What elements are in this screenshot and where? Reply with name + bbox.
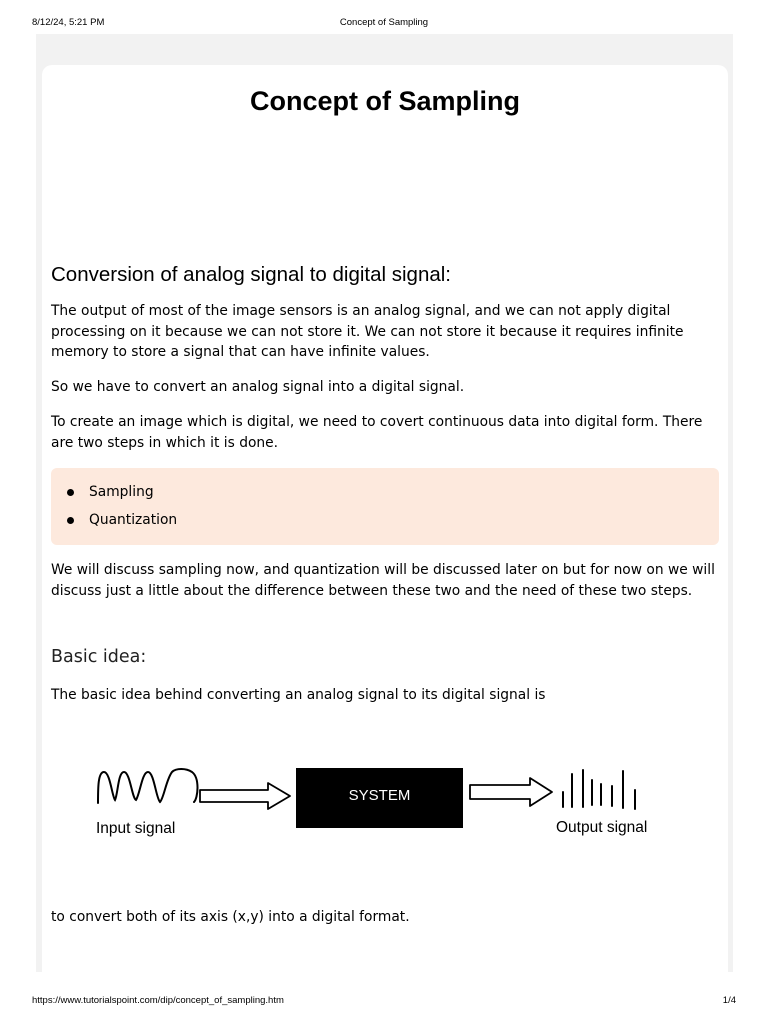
page-url: https://www.tutorialspoint.com/dip/concept_of_sampling.htm xyxy=(32,995,284,1006)
arrow-right-icon xyxy=(470,778,552,806)
bullet-icon xyxy=(67,489,74,496)
sampled-signal-icon xyxy=(563,770,635,809)
sampling-diagram xyxy=(90,758,680,848)
list-item-label: Quantization xyxy=(89,512,178,528)
list-item-label: Sampling xyxy=(89,484,154,500)
arrow-right-icon xyxy=(200,783,290,809)
print-date: 8/12/24, 5:21 PM xyxy=(32,17,105,28)
paragraph-closing: to convert both of its axis (x,y) into a digital format. xyxy=(51,909,410,925)
subheading-basic-idea: Basic idea: xyxy=(51,647,147,667)
paragraph-convert: So we have to convert an analog signal into a digital signal. xyxy=(51,379,465,395)
page-title: Concept of Sampling xyxy=(250,86,520,116)
bullet-icon xyxy=(67,517,74,524)
page-number: 1/4 xyxy=(722,995,736,1006)
input-signal-label: Input signal xyxy=(96,820,176,837)
analog-wave-icon xyxy=(98,769,198,803)
paragraph-two-steps: To create an image which is digital, we need to covert continuous data into digital form. There are two steps in which it is done. xyxy=(51,414,703,451)
paragraph-discussion: We will discuss sampling now, and quantization will be discussed later on but for now on we will discuss just a little about the difference between these two and the need of these two steps. xyxy=(51,562,715,599)
paragraph-basic-idea: The basic idea behind converting an analog signal to its digital signal is xyxy=(51,687,546,703)
list-item-quantization xyxy=(89,512,177,528)
steps-list-box xyxy=(51,468,719,545)
paragraph-analog-output: The output of most of the image sensors is an analog signal, and we can not apply digital processing on it because we can not store it. We can not store it because it requires infinite memory to store a signal that can have infinite values. xyxy=(51,303,684,360)
list-item-sampling xyxy=(89,484,154,500)
output-signal-label: Output signal xyxy=(556,819,648,836)
system-box: SYSTEM xyxy=(296,768,463,828)
print-header xyxy=(0,17,768,31)
print-title: Concept of Sampling xyxy=(339,17,429,28)
print-footer xyxy=(0,995,768,1009)
section-heading: Conversion of analog signal to digital signal: xyxy=(51,263,452,286)
